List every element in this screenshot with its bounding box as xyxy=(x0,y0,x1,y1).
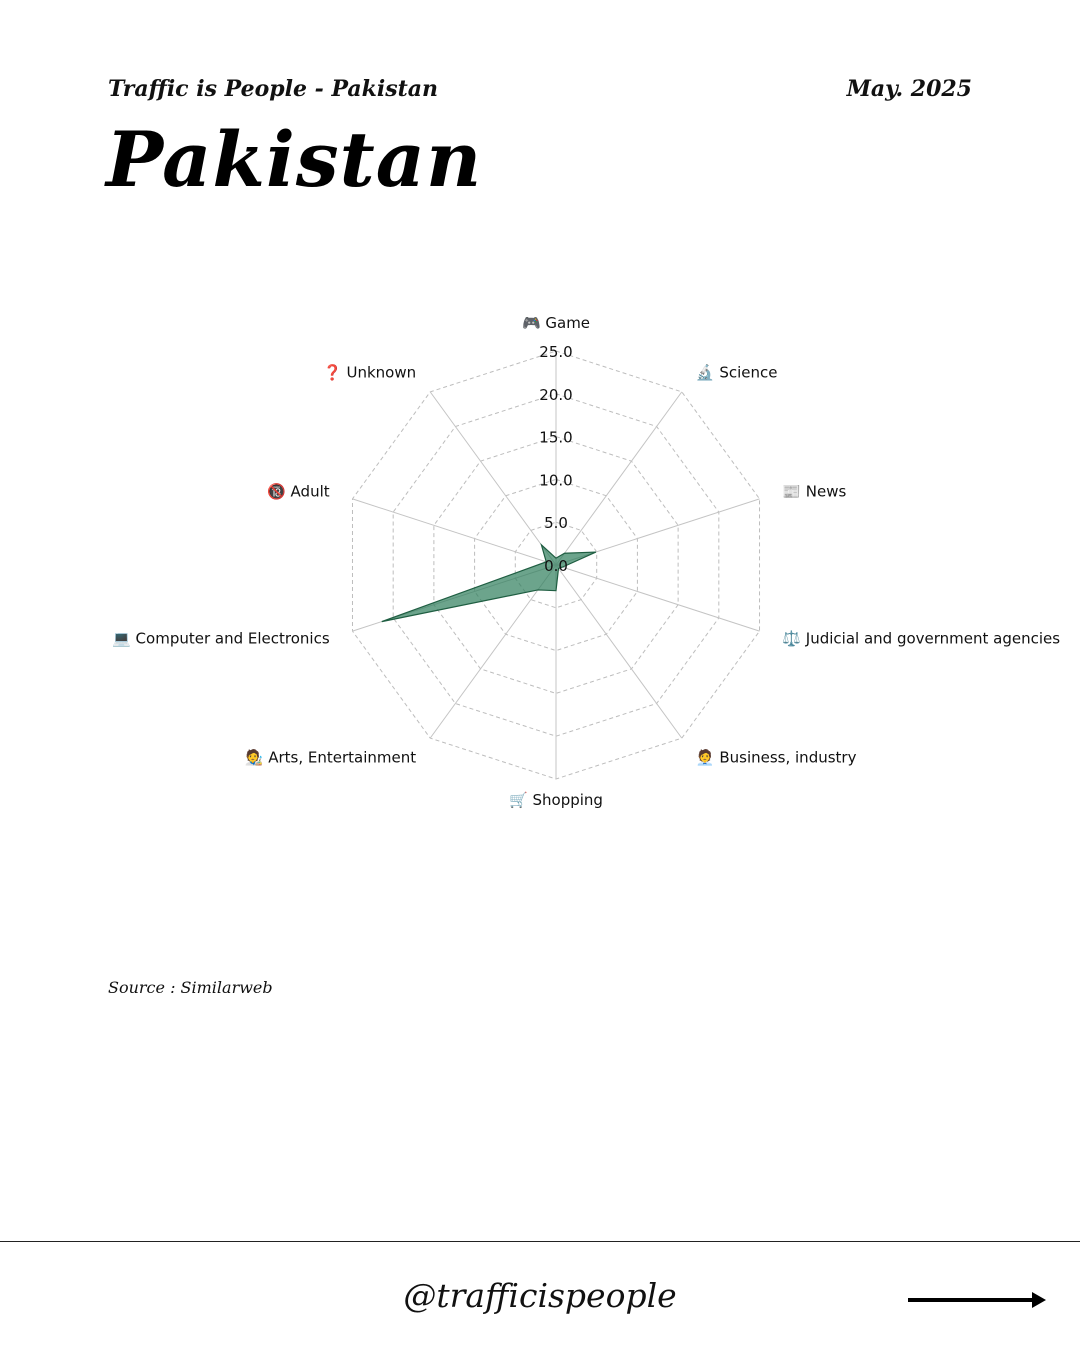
radar-axis-labels xyxy=(112,314,1060,809)
axis-label: 💻 Computer and Electronics xyxy=(112,629,330,648)
tick-label: 10.0 xyxy=(539,471,573,490)
radar-chart xyxy=(0,300,1080,840)
axis-label: 🧑‍🎨 Arts, Entertainment xyxy=(244,748,417,767)
axis-label: 🎮 Game xyxy=(521,314,591,332)
header-subtitle: Traffic is People - Pakistan xyxy=(108,76,439,102)
axis-label: 🛒 Shopping xyxy=(509,791,603,809)
axis-label: 🔬 Science xyxy=(695,363,778,382)
axis-label: 📰 News xyxy=(782,482,847,501)
source-note: Source : Similarweb xyxy=(108,978,273,997)
tick-label: 20.0 xyxy=(539,385,573,404)
spoke-line xyxy=(556,392,682,565)
spoke-line xyxy=(430,392,556,565)
spoke-line xyxy=(352,499,556,565)
spoke-line xyxy=(556,565,760,631)
axis-label: 🔞 Adult xyxy=(267,482,330,501)
tick-label: 0.0 xyxy=(544,557,568,575)
axis-label: ❓ Unknown xyxy=(323,363,417,382)
axis-label: ⚖️ Judicial and government agencies xyxy=(782,629,1061,648)
tick-label: 5.0 xyxy=(544,514,568,533)
footer-divider xyxy=(0,1241,1080,1242)
tick-label: 25.0 xyxy=(539,343,573,361)
spoke-line xyxy=(556,565,682,738)
social-handle: @trafficispeople xyxy=(403,1276,677,1315)
header-date: May. 2025 xyxy=(846,76,972,102)
axis-label: 🧑‍💼 Business, industry xyxy=(695,748,857,767)
page-title: Pakistan xyxy=(106,115,483,204)
tick-label: 15.0 xyxy=(539,428,573,447)
arrow-right-icon[interactable] xyxy=(908,1290,1048,1310)
